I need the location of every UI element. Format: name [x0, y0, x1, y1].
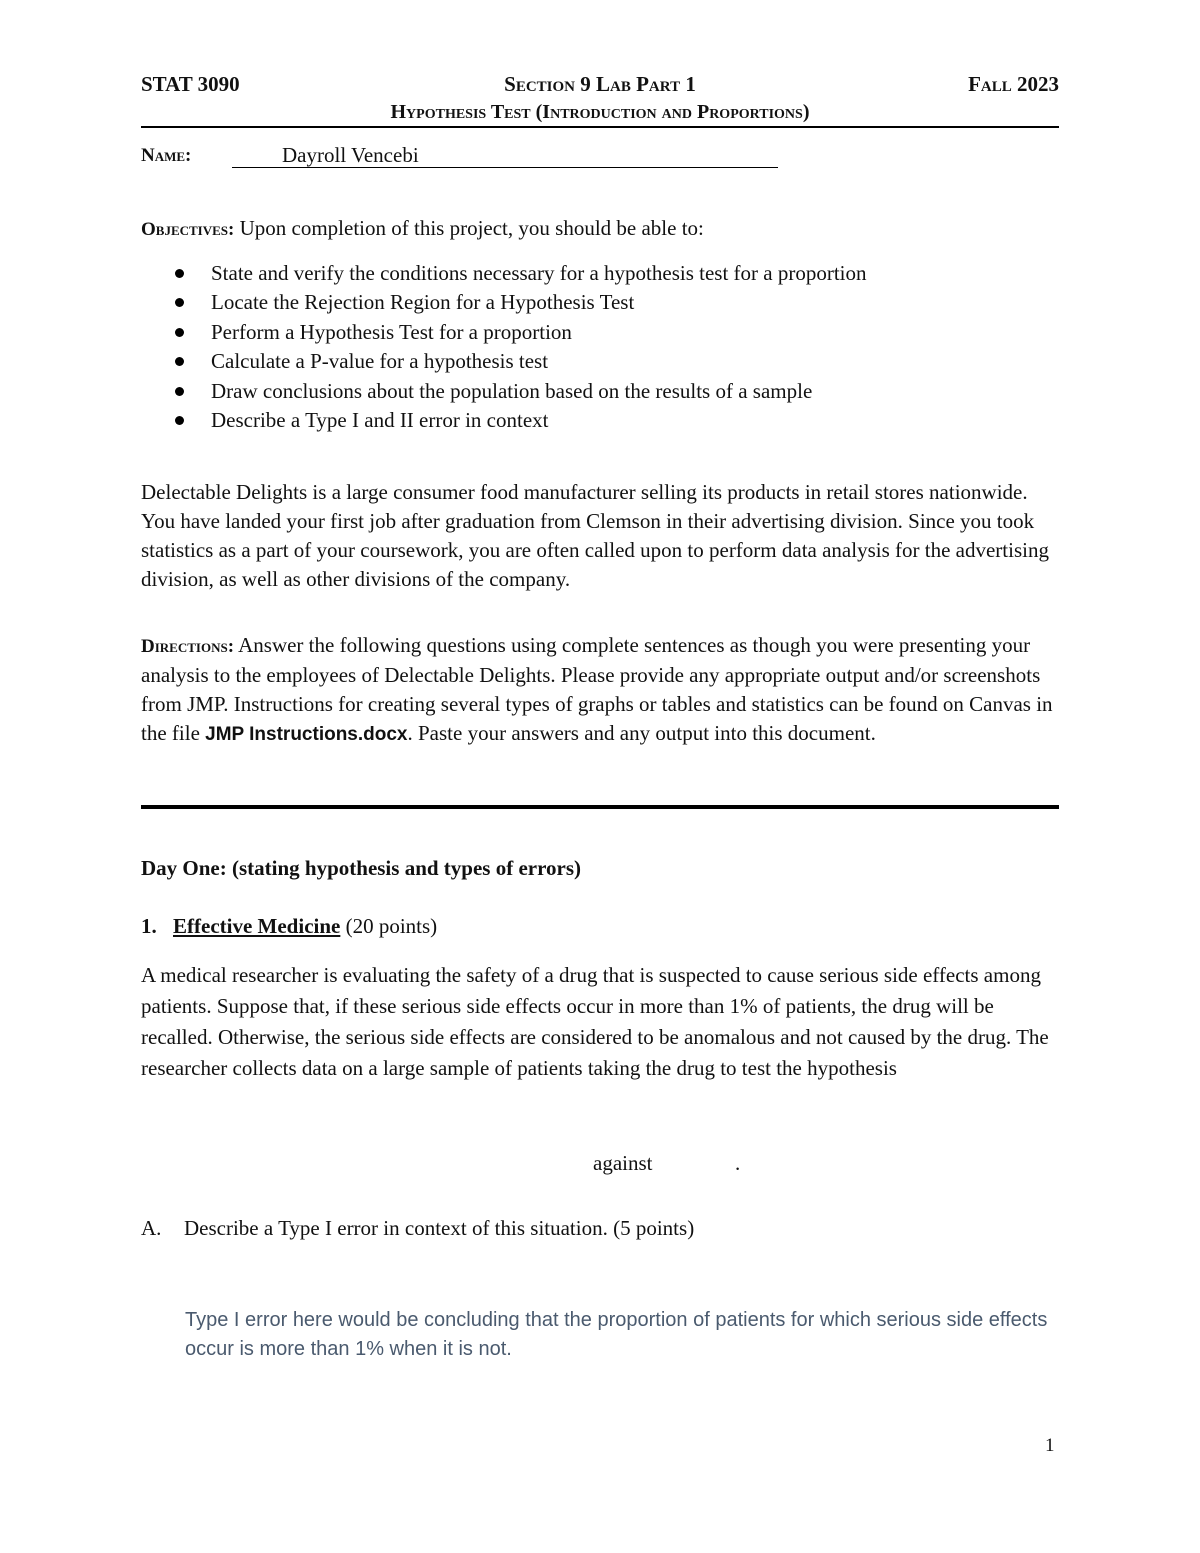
hypothesis-against: against	[593, 1151, 653, 1175]
term: Fall 2023	[968, 72, 1059, 96]
question-1-body: A medical researcher is evaluating the safety of a drug that is suspected to cause serious side effects among patients. Suppose that, if these serious side effects occur in more than 1% of patients, the drug will be recalled. Otherwise, the serious side effects are considered to be anomalous and not caused by the drug. The researcher collects data on a large sample of patients taking the drug to test the hypothesis	[141, 963, 1049, 1080]
doc-subtitle: Hypothesis Test (Introduction and Proportions)	[390, 101, 810, 123]
section-divider	[141, 805, 1059, 809]
objectives-list	[172, 259, 867, 435]
objectives-intro: Objectives: Upon completion of this project, you should be able to:	[141, 216, 704, 240]
jmp-instructions-filename: JMP Instructions.docx	[205, 724, 408, 745]
part-a-answer[interactable]: Type I error here would be concluding that the proportion of patients for which serious side effects occur is more than 1% when it is not.	[185, 1309, 1048, 1360]
objective-item: Calculate a P-value for a hypothesis test	[172, 347, 867, 376]
objectives-label: Objectives:	[141, 219, 235, 240]
name-field[interactable]	[232, 142, 778, 168]
header-rule	[141, 126, 1059, 128]
day-one-heading: Day One: (stating hypothesis and types of errors)	[141, 856, 582, 880]
name-label: Name:	[141, 145, 192, 166]
directions-paragraph: Directions: Answer the following questions using complete sentences as though you were presenting your analysis to the employees of Delectable Delights. Please provide any appropriate output and/or screenshots from JMP. Instructions for creating several types of graphs or tables and statistics can be found on Canvas in the file JMP Instructions.docx. Paste your answers and any output into this document.	[141, 633, 1053, 745]
name-value: Dayroll Vencebi	[282, 143, 419, 167]
lab-title: Section 9 Lab Part 1	[504, 72, 696, 96]
directions-label: Directions:	[141, 636, 235, 657]
objective-item: Perform a Hypothesis Test for a proportion	[172, 318, 867, 347]
part-a-letter: A.	[141, 1216, 162, 1240]
page-number: 1	[1045, 1435, 1055, 1456]
part-a-prompt: Describe a Type I error in context of this situation. (5 points)	[184, 1216, 695, 1240]
objective-item: Describe a Type I and II error in context	[172, 406, 867, 435]
question-1-heading: 1. Effective Medicine (20 points)	[141, 914, 438, 938]
objective-item: Draw conclusions about the population based on the results of a sample	[172, 377, 867, 406]
objective-item: State and verify the conditions necessary for a hypothesis test for a proportion	[172, 259, 867, 288]
objective-item: Locate the Rejection Region for a Hypothesis Test	[172, 288, 867, 317]
question-1-title: Effective Medicine	[173, 914, 341, 938]
hypothesis-period: .	[735, 1151, 741, 1175]
intro-paragraph: Delectable Delights is a large consumer food manufacturer selling its products in retail stores nationwide. You have landed your first job after graduation from Clemson in their advertising division. Since you took statistics as a part of your coursework, you are often called upon to perform data analysis for the advertising division, as well as other divisions of the company.	[141, 480, 1049, 591]
question-1-points: (20 points)	[345, 914, 438, 938]
course-code: STAT 3090	[141, 72, 240, 96]
